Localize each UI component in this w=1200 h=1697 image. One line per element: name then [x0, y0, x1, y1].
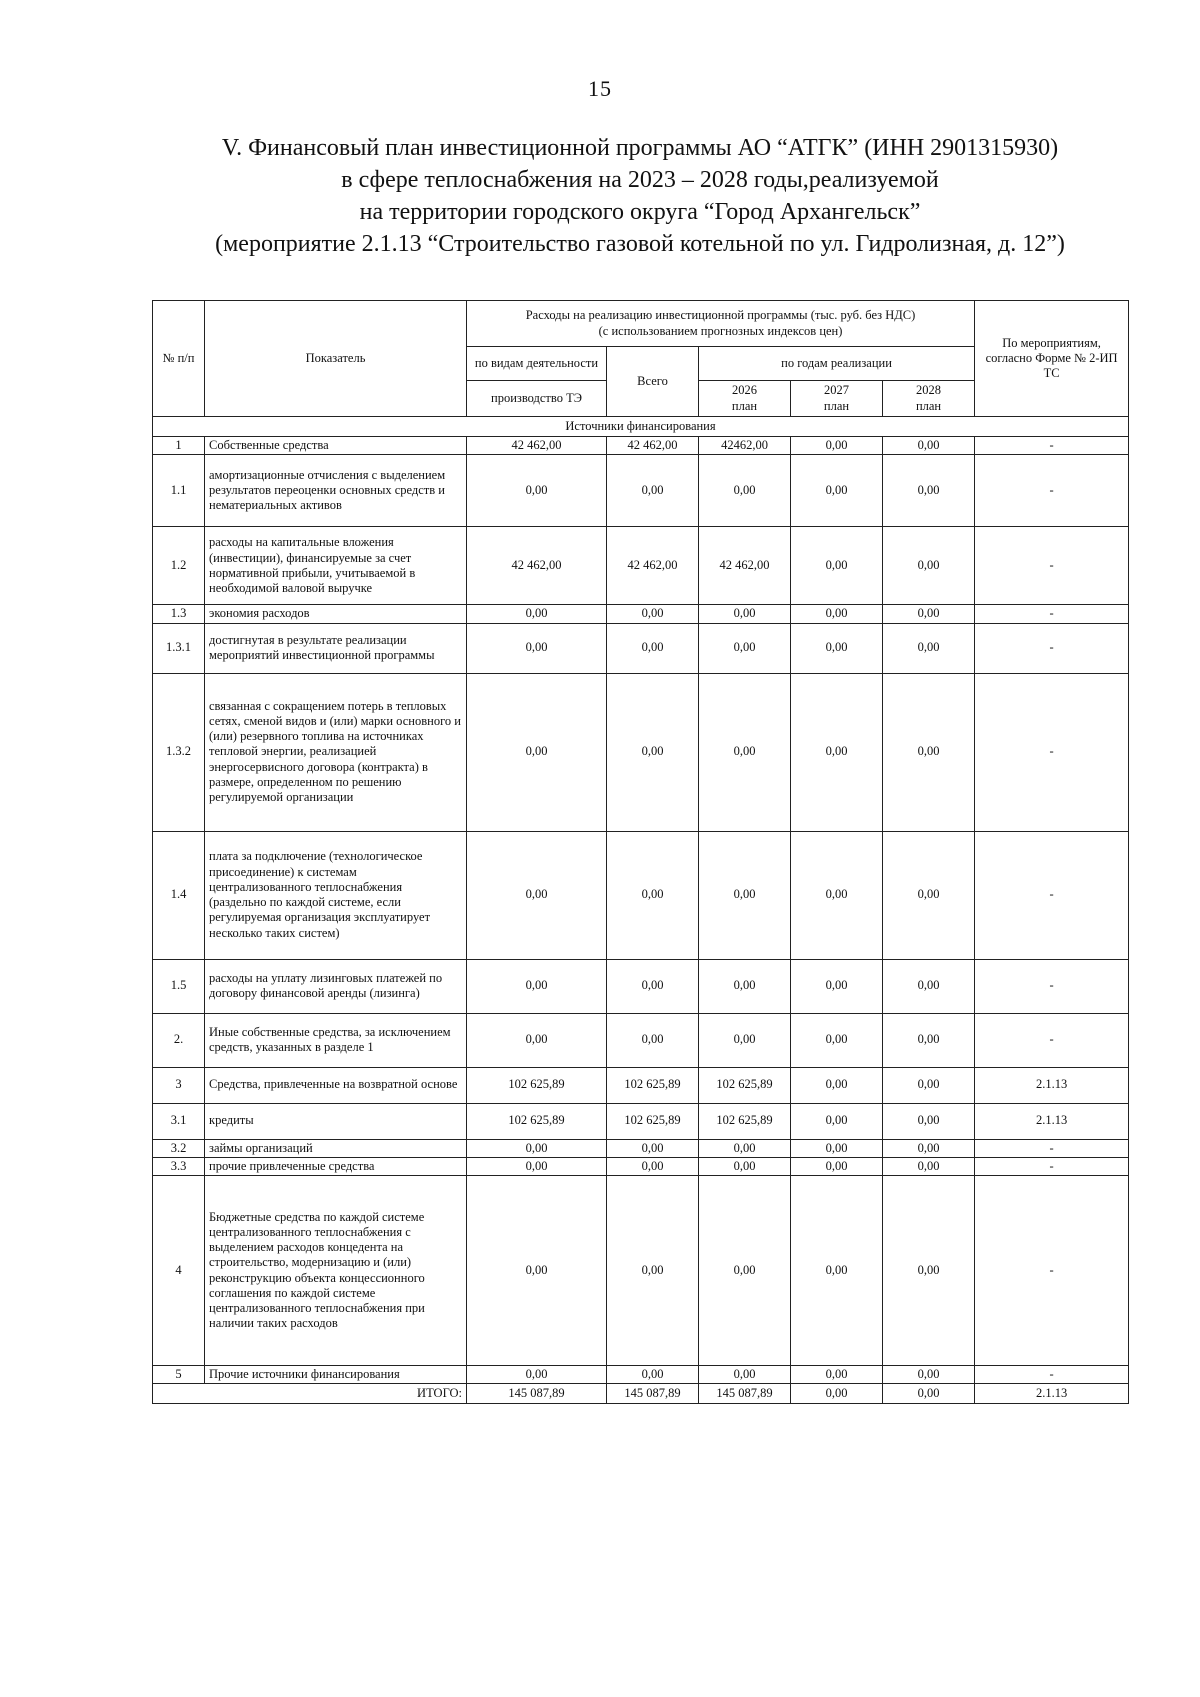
cell-num: 1.3	[153, 605, 205, 623]
total-cell-y2027: 0,00	[791, 1384, 883, 1404]
cell-production: 0,00	[467, 1176, 607, 1366]
cell-measure: -	[975, 527, 1129, 605]
header-by-years: по годам реализации	[699, 347, 975, 381]
header-expenses-note: (с использованием прогнозных индексов цен)	[598, 323, 843, 338]
cell-y2028: 0,00	[883, 1013, 975, 1067]
table-row	[153, 1013, 1129, 1067]
table-row	[153, 1157, 1129, 1175]
header-by-activity: по видам деятельности	[467, 347, 607, 381]
cell-y2028: 0,00	[883, 1067, 975, 1103]
cell-y2026: 42 462,00	[699, 527, 791, 605]
cell-y2028: 0,00	[883, 1176, 975, 1366]
cell-total: 102 625,89	[607, 1103, 699, 1139]
cell-num: 3.2	[153, 1139, 205, 1157]
cell-production: 0,00	[467, 623, 607, 673]
cell-y2027: 0,00	[791, 831, 883, 959]
cell-num: 1.2	[153, 527, 205, 605]
cell-num: 1	[153, 437, 205, 455]
year-2026-plan: план	[731, 398, 758, 413]
cell-y2027: 0,00	[791, 527, 883, 605]
cell-num: 3.3	[153, 1157, 205, 1175]
cell-production: 0,00	[467, 455, 607, 527]
table-row	[153, 673, 1129, 831]
total-label: ИТОГО:	[153, 1384, 467, 1404]
year-2028-label: 2028	[916, 383, 942, 398]
total-cell-measure: 2.1.13	[975, 1384, 1129, 1404]
table-row	[153, 527, 1129, 605]
cell-production: 0,00	[467, 959, 607, 1013]
cell-name: займы организаций	[205, 1139, 467, 1157]
table-row	[153, 959, 1129, 1013]
cell-total: 0,00	[607, 455, 699, 527]
cell-measure: 2.1.13	[975, 1067, 1129, 1103]
cell-measure: -	[975, 1176, 1129, 1366]
cell-y2026: 0,00	[699, 1013, 791, 1067]
cell-num: 1.3.1	[153, 623, 205, 673]
year-2028-plan: план	[915, 398, 942, 413]
table-row	[153, 831, 1129, 959]
cell-name: амортизационные отчисления с выделением результатов переоценки основных средств и нематериальных активов	[205, 455, 467, 527]
cell-name: экономия расходов	[205, 605, 467, 623]
document-title	[60, 132, 1200, 260]
header-year-2027	[791, 381, 883, 417]
cell-total: 0,00	[607, 673, 699, 831]
cell-measure: -	[975, 959, 1129, 1013]
cell-y2028: 0,00	[883, 673, 975, 831]
cell-total: 0,00	[607, 1157, 699, 1175]
cell-y2027: 0,00	[791, 437, 883, 455]
cell-measure: -	[975, 455, 1129, 527]
cell-y2028: 0,00	[883, 623, 975, 673]
cell-name: прочие привлеченные средства	[205, 1157, 467, 1175]
year-2027-plan: план	[823, 398, 850, 413]
cell-name: Бюджетные средства по каждой системе централизованного теплоснабжения с выделением расходов концедента на строительство, модернизацию и (или) реконструкцию объекта концессионного соглашения по каждой системе централизованного теплоснабжения при наличии таких расходов	[205, 1176, 467, 1366]
cell-production: 0,00	[467, 1366, 607, 1384]
cell-total: 0,00	[607, 831, 699, 959]
cell-num: 1.1	[153, 455, 205, 527]
cell-production: 42 462,00	[467, 437, 607, 455]
cell-y2027: 0,00	[791, 1176, 883, 1366]
cell-total: 42 462,00	[607, 527, 699, 605]
header-expenses	[467, 301, 975, 347]
cell-y2028: 0,00	[883, 831, 975, 959]
header-indicator: Показатель	[205, 301, 467, 417]
cell-measure: 2.1.13	[975, 1103, 1129, 1139]
cell-name: расходы на уплату лизинговых платежей по договору финансовой аренды (лизинга)	[205, 959, 467, 1013]
header-measures: По мероприятиям, согласно Форме № 2-ИП ТС	[975, 301, 1129, 417]
table-row	[153, 1103, 1129, 1139]
header-total: Всего	[607, 347, 699, 417]
year-2027-label: 2027	[824, 383, 849, 398]
cell-y2028: 0,00	[883, 527, 975, 605]
financial-plan-table	[152, 300, 1129, 1404]
cell-y2026: 0,00	[699, 959, 791, 1013]
header-year-2028	[883, 381, 975, 417]
cell-num: 1.4	[153, 831, 205, 959]
page-number: 15	[588, 76, 612, 101]
cell-y2027: 0,00	[791, 455, 883, 527]
cell-measure: -	[975, 437, 1129, 455]
table-row	[153, 1176, 1129, 1366]
cell-measure: -	[975, 1366, 1129, 1384]
header-production: производство ТЭ	[467, 381, 607, 417]
cell-y2026: 0,00	[699, 673, 791, 831]
table-row	[153, 437, 1129, 455]
cell-production: 0,00	[467, 1139, 607, 1157]
table-row	[153, 455, 1129, 527]
title-line-1: V. Финансовый план инвестиционной программы АО “АТГК” (ИНН 2901315930)	[221, 135, 1059, 161]
cell-y2026: 42462,00	[699, 437, 791, 455]
cell-y2026: 0,00	[699, 831, 791, 959]
cell-y2028: 0,00	[883, 605, 975, 623]
cell-num: 3.1	[153, 1103, 205, 1139]
cell-name: связанная с сокращением потерь в тепловых сетях, сменой видов и (или) марки основного и (или) резервного топлива на источниках тепловой энергии, реализацией энергосервисного договора (контракта) в размере, определенном по решению регулируемой организации	[205, 673, 467, 831]
cell-name: Средства, привлеченные на возвратной основе	[205, 1067, 467, 1103]
cell-y2027: 0,00	[791, 1103, 883, 1139]
cell-y2028: 0,00	[883, 1157, 975, 1175]
cell-y2026: 0,00	[699, 623, 791, 673]
cell-num: 1.3.2	[153, 673, 205, 831]
header-year-2026	[699, 381, 791, 417]
cell-measure: -	[975, 623, 1129, 673]
cell-production: 0,00	[467, 673, 607, 831]
total-cell-total: 145 087,89	[607, 1384, 699, 1404]
cell-total: 0,00	[607, 959, 699, 1013]
cell-y2026: 0,00	[699, 605, 791, 623]
cell-measure: -	[975, 1139, 1129, 1157]
cell-total: 102 625,89	[607, 1067, 699, 1103]
cell-name: Собственные средства	[205, 437, 467, 455]
cell-production: 102 625,89	[467, 1067, 607, 1103]
cell-measure: -	[975, 1157, 1129, 1175]
cell-production: 0,00	[467, 831, 607, 959]
section-title: Источники финансирования	[153, 417, 1129, 437]
cell-y2026: 0,00	[699, 1139, 791, 1157]
cell-y2028: 0,00	[883, 1139, 975, 1157]
cell-y2028: 0,00	[883, 959, 975, 1013]
title-line-4: (мероприятие 2.1.13 “Строительство газовой котельной по ул. Гидролизная, д. 12”)	[215, 231, 1065, 257]
cell-y2026: 102 625,89	[699, 1103, 791, 1139]
cell-name: Прочие источники финансирования	[205, 1366, 467, 1384]
cell-total: 0,00	[607, 605, 699, 623]
cell-y2028: 0,00	[883, 437, 975, 455]
cell-y2027: 0,00	[791, 959, 883, 1013]
table-row	[153, 605, 1129, 623]
cell-y2026: 0,00	[699, 1366, 791, 1384]
table-row	[153, 623, 1129, 673]
cell-y2027: 0,00	[791, 623, 883, 673]
cell-y2027: 0,00	[791, 1013, 883, 1067]
cell-num: 3	[153, 1067, 205, 1103]
cell-production: 0,00	[467, 605, 607, 623]
cell-y2028: 0,00	[883, 1103, 975, 1139]
cell-total: 42 462,00	[607, 437, 699, 455]
cell-y2027: 0,00	[791, 1157, 883, 1175]
cell-total: 0,00	[607, 1366, 699, 1384]
cell-total: 0,00	[607, 1176, 699, 1366]
cell-num: 5	[153, 1366, 205, 1384]
cell-y2027: 0,00	[791, 1067, 883, 1103]
total-cell-production: 145 087,89	[467, 1384, 607, 1404]
cell-name: достигнутая в результате реализации мероприятий инвестиционной программы	[205, 623, 467, 673]
year-2026-label: 2026	[732, 383, 757, 398]
cell-y2027: 0,00	[791, 673, 883, 831]
cell-measure: -	[975, 673, 1129, 831]
total-cell-y2026: 145 087,89	[699, 1384, 791, 1404]
cell-num: 1.5	[153, 959, 205, 1013]
cell-y2027: 0,00	[791, 1139, 883, 1157]
cell-measure: -	[975, 1013, 1129, 1067]
title-line-3: на территории городского округа “Город Архангельск”	[359, 199, 921, 225]
cell-y2027: 0,00	[791, 605, 883, 623]
cell-name: плата за подключение (технологическое присоединение) к системам централизованного теплоснабжения (раздельно по каждой системе, если регулируемая организация эксплуатирует несколько таких систем)	[205, 831, 467, 959]
cell-y2026: 0,00	[699, 1157, 791, 1175]
cell-production: 102 625,89	[467, 1103, 607, 1139]
cell-measure: -	[975, 605, 1129, 623]
table-row	[153, 1139, 1129, 1157]
table-row	[153, 1067, 1129, 1103]
cell-name: кредиты	[205, 1103, 467, 1139]
cell-total: 0,00	[607, 1013, 699, 1067]
total-row	[153, 1384, 1129, 1404]
cell-y2026: 0,00	[699, 455, 791, 527]
cell-y2026: 102 625,89	[699, 1067, 791, 1103]
cell-name: расходы на капитальные вложения (инвестиции), финансируемые за счет нормативной прибыли, учитываемой в необходимой валовой выручке	[205, 527, 467, 605]
cell-production: 42 462,00	[467, 527, 607, 605]
table-row	[153, 1366, 1129, 1384]
cell-num: 2.	[153, 1013, 205, 1067]
cell-y2028: 0,00	[883, 1366, 975, 1384]
cell-name: Иные собственные средства, за исключением средств, указанных в разделе 1	[205, 1013, 467, 1067]
header-expenses-title: Расходы на реализацию инвестиционной программы (тыс. руб. без НДС)	[525, 308, 916, 323]
cell-production: 0,00	[467, 1013, 607, 1067]
total-cell-y2028: 0,00	[883, 1384, 975, 1404]
cell-y2028: 0,00	[883, 455, 975, 527]
cell-production: 0,00	[467, 1157, 607, 1175]
cell-total: 0,00	[607, 623, 699, 673]
title-line-2: в сфере теплоснабжения на 2023 – 2028 годы,реализуемой	[341, 167, 939, 193]
cell-total: 0,00	[607, 1139, 699, 1157]
header-num: № п/п	[153, 301, 205, 417]
cell-y2026: 0,00	[699, 1176, 791, 1366]
cell-y2027: 0,00	[791, 1366, 883, 1384]
cell-num: 4	[153, 1176, 205, 1366]
cell-measure: -	[975, 831, 1129, 959]
